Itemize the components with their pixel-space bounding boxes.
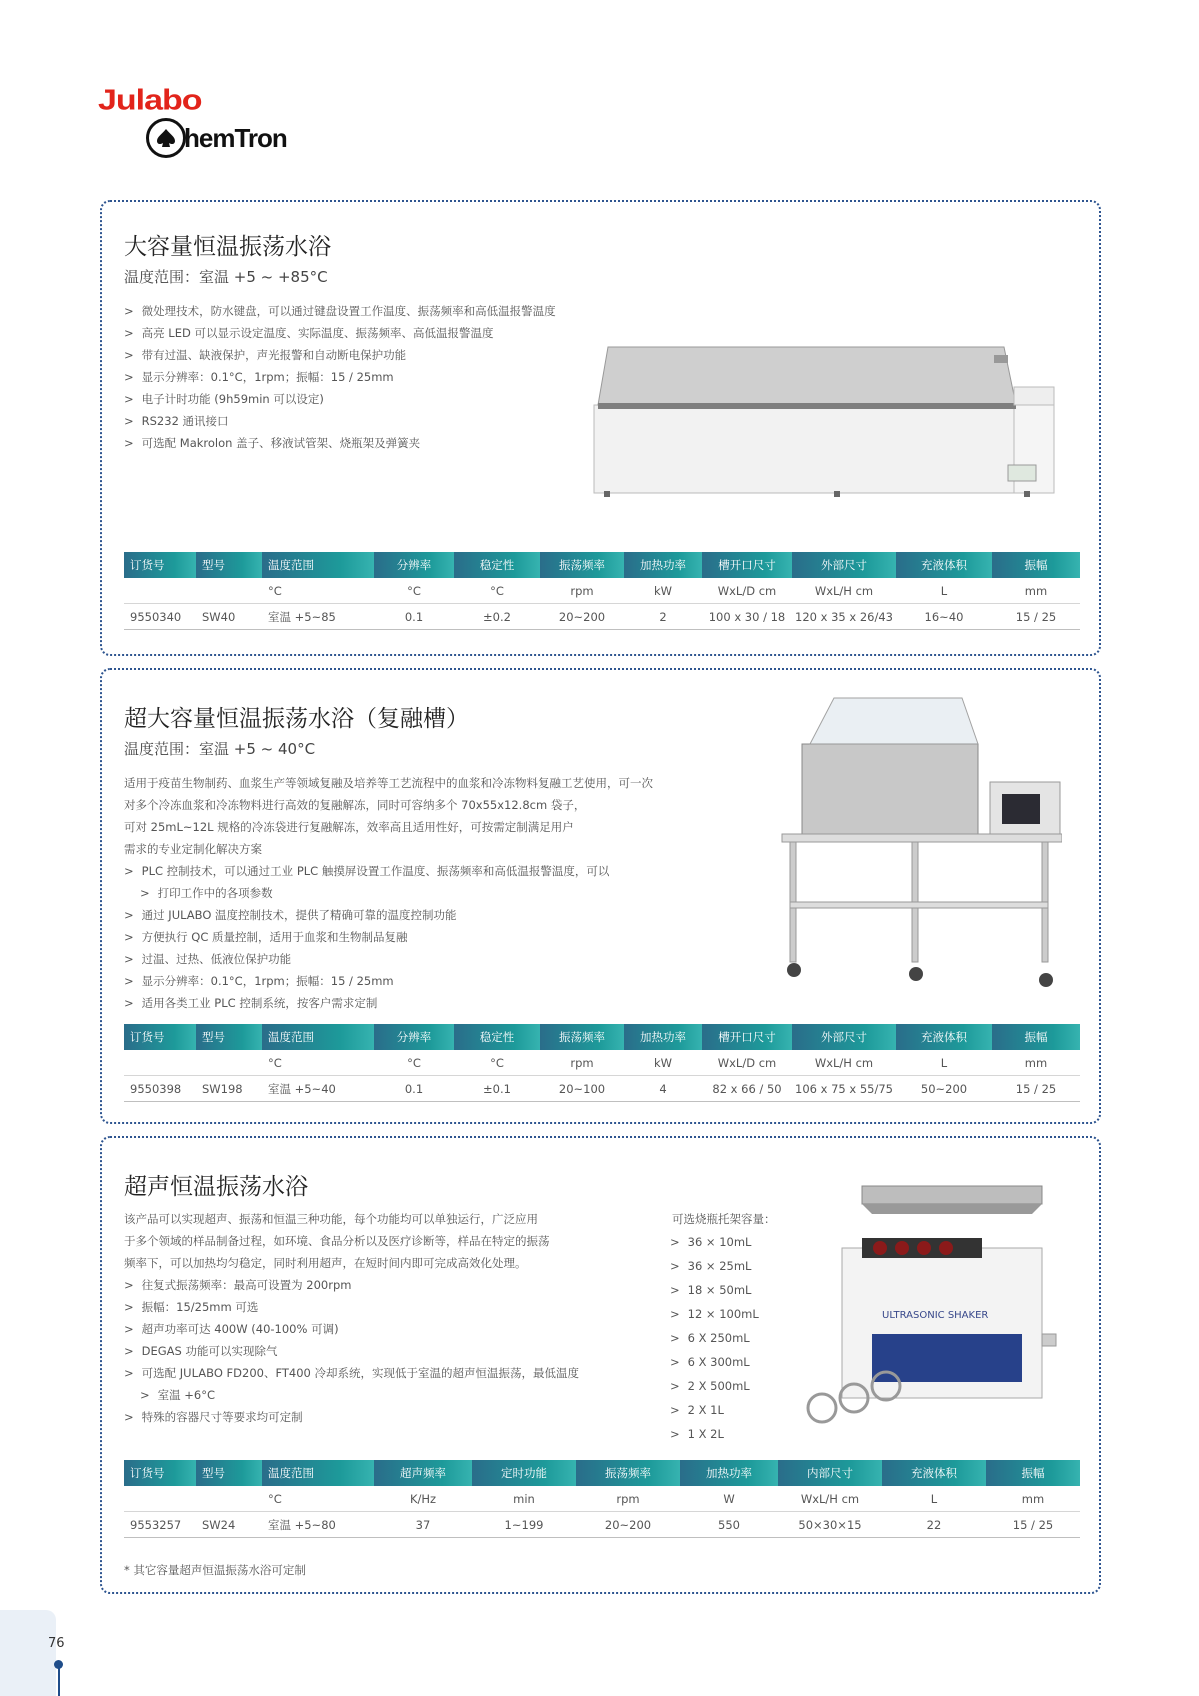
table-header: 温度范围 [262,1024,374,1050]
unit-cell: mm [986,1486,1080,1512]
unit-cell: rpm [540,578,624,604]
table-header: 外部尺寸 [792,552,896,578]
chemtron-logo-text: hemTron [184,122,287,153]
table-header: 温度范围 [262,552,374,578]
table-cell: 室温 +5~40 [262,1076,374,1102]
product-image-sw24 [802,1178,1062,1432]
feature-item: > 方便执行 QC 质量控制，适用于血浆和生物制品复融 [124,926,609,948]
table-header: 分辨率 [374,1024,454,1050]
unit-cell [196,1486,262,1512]
table-cell: 0.1 [374,604,454,630]
capacity-item: > 2 X 500mL [670,1374,759,1398]
table-cell: 室温 +5~85 [262,604,374,630]
unit-cell: °C [454,1050,540,1076]
unit-cell: min [472,1486,576,1512]
unit-cell [124,578,196,604]
feature-item: > 显示分辨率：0.1°C，1rpm；振幅：15 / 25mm [124,366,556,388]
table-cell: 120 x 35 x 26/43 [792,604,896,630]
table-cell: 9553257 [124,1512,196,1538]
feature-item: > 特殊的容器尺寸等要求均可定制 [124,1406,579,1428]
product-card-sw40 [100,200,1101,656]
unit-cell: mm [992,578,1080,604]
unit-cell: °C [374,1050,454,1076]
unit-cell [196,1050,262,1076]
table-header: 加热功率 [624,1024,702,1050]
table-header: 稳定性 [454,552,540,578]
table-cell: 82 x 66 / 50 [702,1076,792,1102]
unit-cell: rpm [540,1050,624,1076]
feature-item: > 带有过温、缺液保护，声光报警和自动断电保护功能 [124,344,556,366]
table-cell: ±0.2 [454,604,540,630]
capacity-item: > 36 × 10mL [670,1230,759,1254]
table-header: 型号 [196,1460,262,1486]
unit-cell: °C [262,578,374,604]
table-cell: 15 / 25 [992,604,1080,630]
unit-cell: WxL/H cm [792,578,896,604]
paragraph-line: 需求的专业定制化解决方案 [124,842,262,856]
footnote: * 其它容量超声恒温振荡水浴可定制 [124,1563,306,1577]
table-header: 槽开口尺寸 [702,1024,792,1050]
spec-table [124,552,1080,630]
description-paragraph [124,1208,550,1274]
table-cell: SW198 [196,1076,262,1102]
temp-range: 温度范围：室温 +5 ~ +85°C [124,268,328,286]
table-unit-row [124,1486,1080,1512]
table-cell: 20~200 [540,604,624,630]
feature-list [124,860,609,1014]
section-title: 超大容量恒温振荡水浴（复融槽） [124,706,469,732]
capacity-item: > 18 × 50mL [670,1278,759,1302]
unit-cell: L [896,1050,992,1076]
table-cell: 37 [374,1512,472,1538]
table-cell: 15 / 25 [992,1076,1080,1102]
table-cell: 50×30×15 [778,1512,882,1538]
table-header: 型号 [196,1024,262,1050]
feature-item: > 显示分辨率：0.1°C，1rpm；振幅：15 / 25mm [124,970,609,992]
julabo-logo: Julabo [98,84,202,117]
spec-table [124,1460,1080,1538]
paragraph-line: 该产品可以实现超声、振荡和恒温三种功能，每个功能均可以单独运行，广泛应用 [124,1212,538,1226]
table-header: 分辨率 [374,552,454,578]
table-header-row [124,1024,1080,1050]
paragraph-line: 可对 25mL~12L 规格的冷冻袋进行复融解冻，效率高且适用性好，可按需定制满足用户 [124,820,574,834]
table-header: 充液体积 [896,552,992,578]
table-cell: 室温 +5~80 [262,1512,374,1538]
unit-cell: WxL/H cm [778,1486,882,1512]
product-image-sw40 [584,335,1064,509]
unit-cell: K/Hz [374,1486,472,1512]
table-header: 温度范围 [262,1460,374,1486]
unit-cell: kW [624,578,702,604]
capacity-item: > 1 X 2L [670,1422,759,1446]
feature-item: > 振幅：15/25mm 可选 [124,1296,579,1318]
section-title: 大容量恒温振荡水浴 [124,234,331,260]
feature-item: > 电子计时功能 (9h59min 可以设定) [124,388,556,410]
spade-icon [146,118,186,158]
table-header: 订货号 [124,1460,196,1486]
unit-cell: L [896,578,992,604]
description-paragraph [124,772,653,860]
capacity-item: > 6 X 250mL [670,1326,759,1350]
table-cell: SW40 [196,604,262,630]
spec-table [124,1024,1080,1102]
unit-cell: W [680,1486,778,1512]
product-card-sw24 [100,1136,1101,1594]
feature-item: > DEGAS 功能可以实现除气 [124,1340,579,1362]
table-header-row [124,552,1080,578]
table-header: 振荡频率 [540,1024,624,1050]
feature-list [124,1274,579,1428]
unit-cell [124,1050,196,1076]
page-number: 76 [48,1636,65,1651]
feature-item: > 可选配 JULABO FD200、FT400 冷却系统，实现低于室温的超声恒温振荡，最低温度 [124,1362,579,1384]
chemtron-logo [146,116,287,160]
feature-item: > 微处理技术，防水键盘，可以通过键盘设置工作温度、振荡频率和高低温报警温度 [124,300,556,322]
table-cell: 50~200 [896,1076,992,1102]
unit-cell: °C [454,578,540,604]
capacity-title: 可选烧瓶托架容量： [672,1212,776,1226]
table-header: 振幅 [992,552,1080,578]
unit-cell: WxL/H cm [792,1050,896,1076]
product-image-sw198 [742,690,1062,994]
table-header: 振荡频率 [576,1460,680,1486]
page-stem [58,1668,60,1696]
unit-cell [124,1486,196,1512]
table-cell: 9550340 [124,604,196,630]
table-cell: 2 [624,604,702,630]
table-header: 超声频率 [374,1460,472,1486]
page-tab [0,1610,56,1696]
feature-item: > 可选配 Makrolon 盖子、移液试管架、烧瓶架及弹簧夹 [124,432,556,454]
table-cell: 16~40 [896,604,992,630]
table-cell: ±0.1 [454,1076,540,1102]
table-unit-row [124,578,1080,604]
product-card-sw198 [100,668,1101,1124]
feature-item: > 打印工作中的各项参数 [124,882,609,904]
table-header: 振幅 [992,1024,1080,1050]
table-cell: 4 [624,1076,702,1102]
table-cell: 20~200 [576,1512,680,1538]
device-label: ULTRASONIC SHAKER [882,1310,989,1321]
unit-cell: WxL/D cm [702,578,792,604]
paragraph-line: 频率下，可以加热均匀稳定，同时利用超声，在短时间内即可完成高效化处理。 [124,1256,527,1270]
feature-item: > 超声功率可达 400W (40-100% 可调) [124,1318,579,1340]
table-cell: 106 x 75 x 55/75 [792,1076,896,1102]
unit-cell: mm [992,1050,1080,1076]
unit-cell: °C [262,1050,374,1076]
feature-item: > 通过 JULABO 温度控制技术，提供了精确可靠的温度控制功能 [124,904,609,926]
feature-item: > 高亮 LED 可以显示设定温度、实际温度、振荡频率、高低温报警温度 [124,322,556,344]
table-header: 振幅 [986,1460,1080,1486]
paragraph-line: 适用于疫苗生物制药、血浆生产等领域复融及培养等工艺流程中的血浆和冷冻物料复融工艺使用，可一次 [124,776,653,790]
table-header-row [124,1460,1080,1486]
capacity-list [670,1230,759,1446]
table-cell: 22 [882,1512,986,1538]
table-header: 加热功率 [624,552,702,578]
table-row [124,1512,1080,1538]
table-cell: 15 / 25 [986,1512,1080,1538]
paragraph-line: 于多个领域的样品制备过程，如环境、食品分析以及医疗诊断等，样品在特定的振荡 [124,1234,550,1248]
capacity-item: > 12 × 100mL [670,1302,759,1326]
feature-item: > 往复式振荡频率：最高可设置为 200rpm [124,1274,579,1296]
unit-cell [196,578,262,604]
feature-item: > 室温 +6°C [124,1384,579,1406]
table-header: 振荡频率 [540,552,624,578]
unit-cell: rpm [576,1486,680,1512]
capacity-item: > 36 × 25mL [670,1254,759,1278]
table-cell: 550 [680,1512,778,1538]
feature-list [124,300,556,454]
table-row [124,604,1080,630]
temp-range: 温度范围：室温 +5 ~ 40°C [124,740,316,758]
unit-cell: kW [624,1050,702,1076]
unit-cell: L [882,1486,986,1512]
table-header: 稳定性 [454,1024,540,1050]
table-header: 加热功率 [680,1460,778,1486]
table-header: 订货号 [124,552,196,578]
table-cell: SW24 [196,1512,262,1538]
table-row [124,1076,1080,1102]
table-header: 订货号 [124,1024,196,1050]
table-cell: 100 x 30 / 18 [702,604,792,630]
feature-item: > RS232 通讯接口 [124,410,556,432]
unit-cell: °C [262,1486,374,1512]
table-header: 充液体积 [882,1460,986,1486]
unit-cell: °C [374,578,454,604]
section-title: 超声恒温振荡水浴 [124,1174,308,1200]
feature-item: > 过温、过热、低液位保护功能 [124,948,609,970]
table-cell: 20~100 [540,1076,624,1102]
table-cell: 1~199 [472,1512,576,1538]
capacity-item: > 2 X 1L [670,1398,759,1422]
table-header: 定时功能 [472,1460,576,1486]
feature-item: > PLC 控制技术，可以通过工业 PLC 触摸屏设置工作温度、振荡频率和高低温报警温度，可以 [124,860,609,882]
paragraph-line: 对多个冷冻血浆和冷冻物料进行高效的复融解冻，同时可容纳多个 70x55x12.8cm 袋子， [124,798,586,812]
table-unit-row [124,1050,1080,1076]
capacity-item: > 6 X 300mL [670,1350,759,1374]
table-header: 外部尺寸 [792,1024,896,1050]
table-header: 槽开口尺寸 [702,552,792,578]
table-cell: 0.1 [374,1076,454,1102]
table-header: 充液体积 [896,1024,992,1050]
table-header: 内部尺寸 [778,1460,882,1486]
table-header: 型号 [196,552,262,578]
table-cell: 9550398 [124,1076,196,1102]
unit-cell: WxL/D cm [702,1050,792,1076]
feature-item: > 适用各类工业 PLC 控制系统，按客户需求定制 [124,992,609,1014]
